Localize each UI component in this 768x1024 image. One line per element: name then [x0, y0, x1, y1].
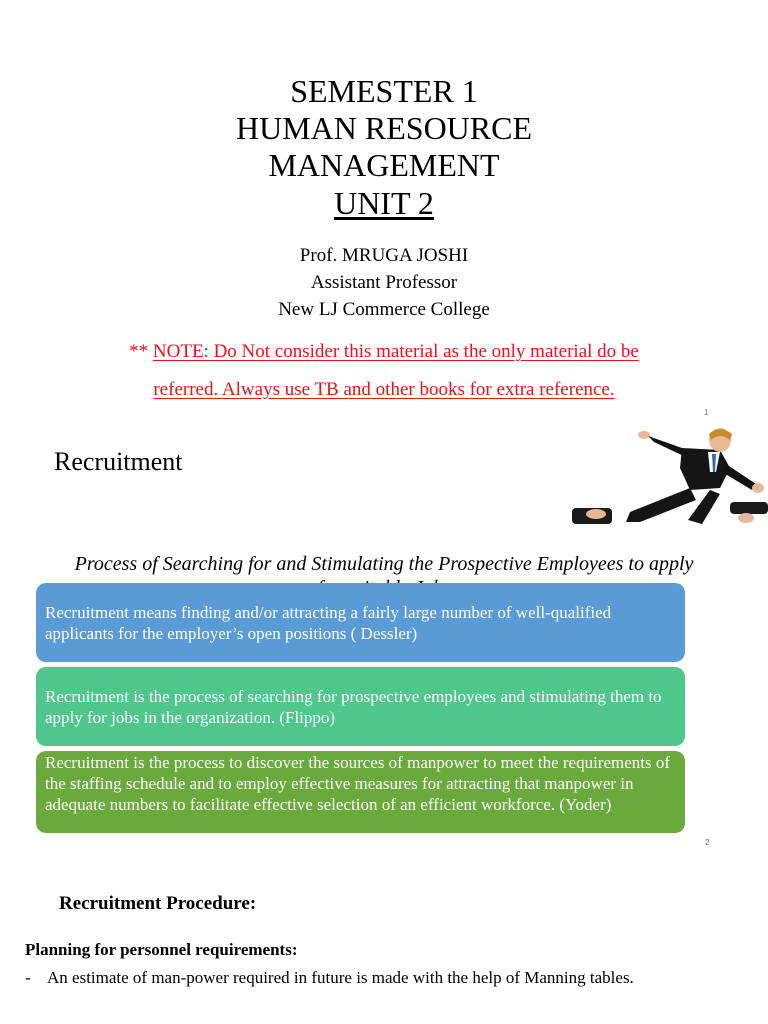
author-designation: Assistant Professor: [310, 272, 458, 293]
definition-box-flippo: [36, 667, 685, 746]
bullet-text: An estimate of man-power required in future is made with the help of Manning tables.: [47, 968, 634, 987]
definition-text-yoder: Recruitment is the process to discover the sources of manpower to meet the requirements of the staffing schedule and to employ effective measures for attracting that manpower in adequate numbers to facilitate effective selection of an efficient workforce. (Yoder): [45, 753, 671, 814]
note-text-1: NOTE: Do Not consider this material as the only material do be: [152, 341, 639, 362]
page-number-2: 2: [705, 838, 710, 847]
note-text-2: referred. Always use TB and other books for extra reference.: [153, 379, 615, 400]
subject-title-line1: HUMAN RESOURCE: [235, 110, 533, 146]
unit-title-text: UNIT 2: [334, 185, 434, 221]
page-number-1: 1: [704, 408, 709, 417]
definition-box-yoder: [36, 751, 685, 833]
author-college: New LJ Commerce College: [278, 299, 490, 320]
definition-text-flippo: Recruitment is the process of searching for prospective employees and stimulating them to apply for jobs in the organization. (Flippo): [45, 687, 662, 727]
businessman-illustration: [570, 428, 768, 526]
semester-title: SEMESTER 1: [290, 73, 478, 109]
note-line-2: [0, 379, 768, 401]
note-prefix: **: [129, 341, 153, 362]
procedure-subheading: Planning for personnel requirements:: [25, 940, 298, 959]
recruitment-heading: Recruitment: [54, 447, 183, 476]
subject-title-line2: MANAGEMENT: [268, 147, 500, 183]
definition-box-dessler: [36, 583, 685, 662]
businessman-pulled-by-hands-icon: [570, 428, 768, 526]
recruitment-subtitle: [0, 552, 768, 582]
unit-title: [0, 185, 768, 222]
note-line-1: [0, 341, 768, 363]
definition-text-dessler: Recruitment means finding and/or attracting a fairly large number of well-qualified applicants for the employer’s open positions ( Dessler): [45, 603, 612, 643]
author-name: Prof. MRUGA JOSHI: [299, 245, 469, 266]
subtitle-line-1: Process of Searching for and Stimulating the Prospective Employees to apply: [74, 553, 694, 575]
procedure-heading: Recruitment Procedure:: [59, 893, 257, 914]
bullet-marker: -: [25, 968, 31, 987]
